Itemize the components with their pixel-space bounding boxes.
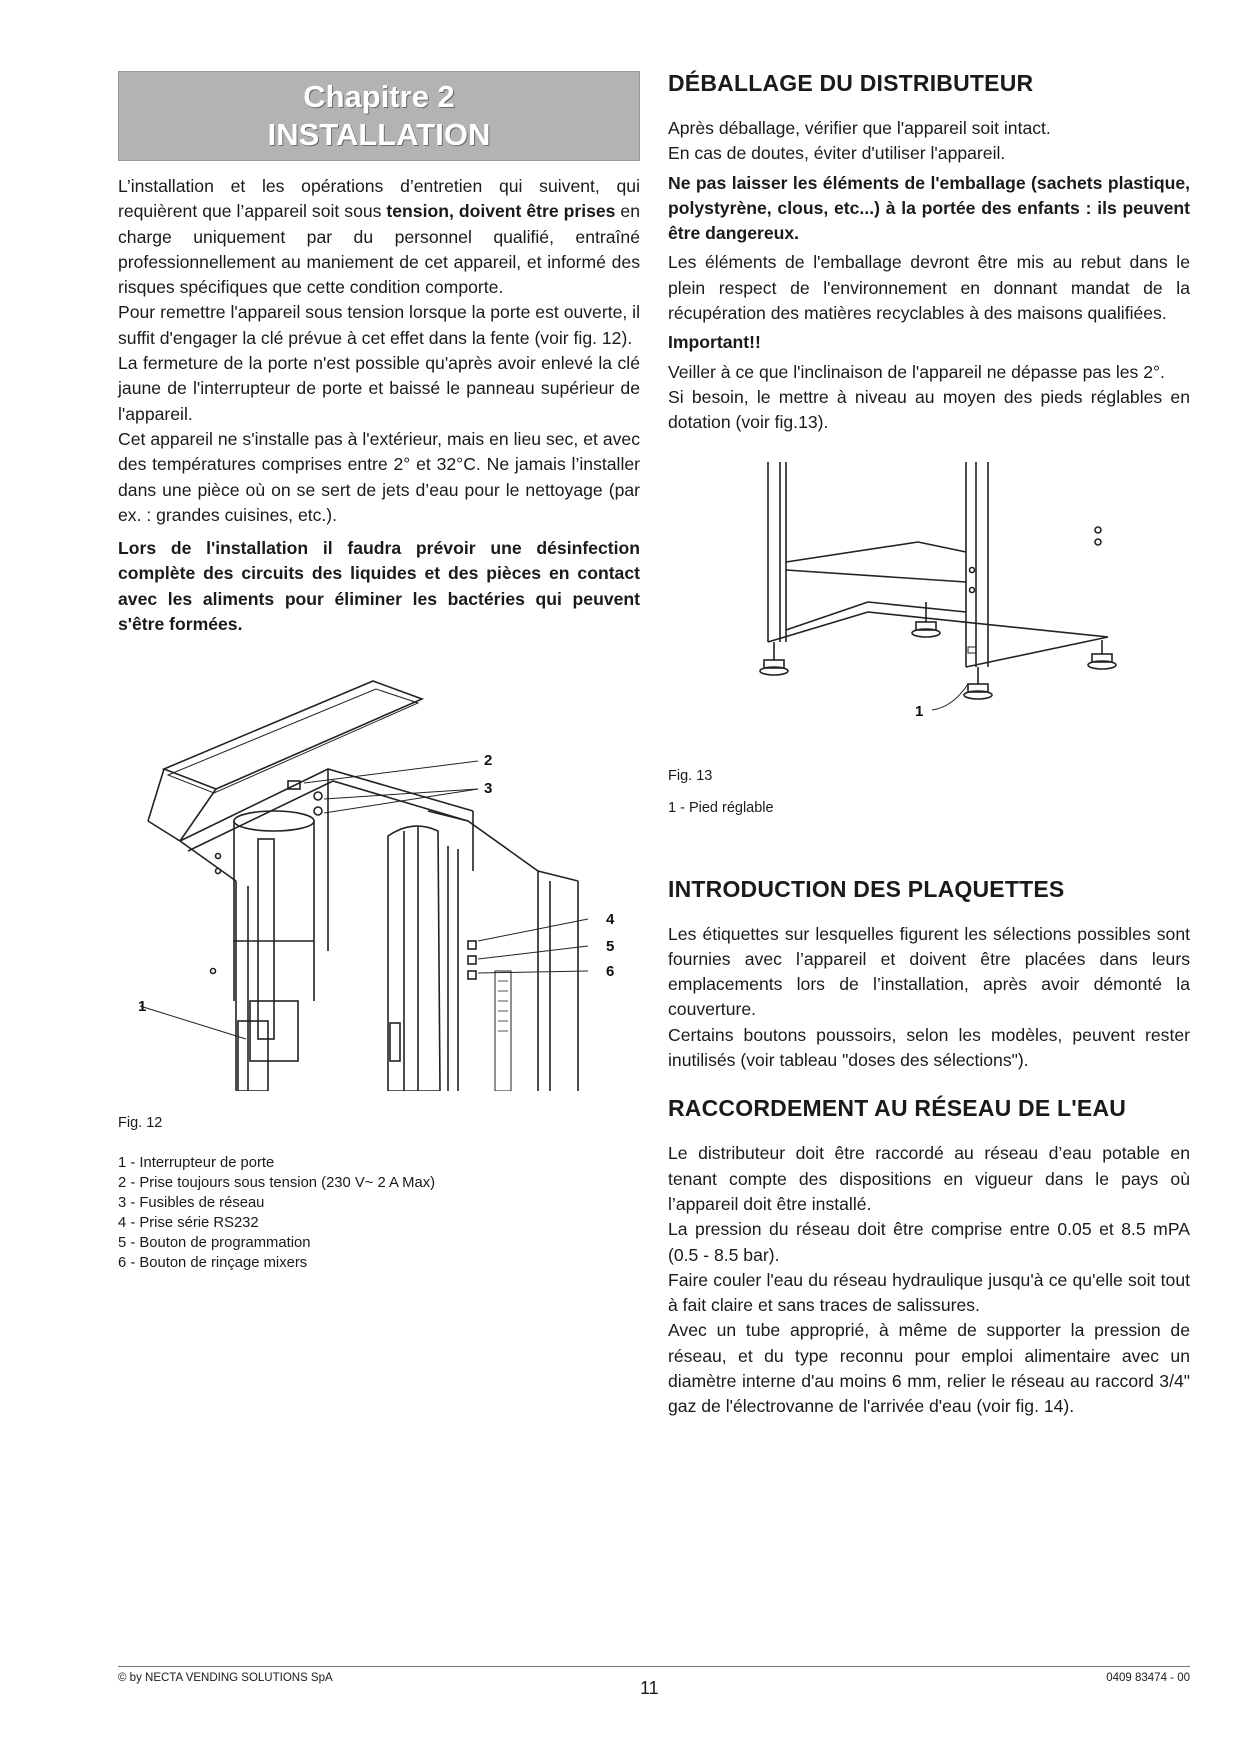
unpacking-p1: Après déballage, vérifier que l'appareil soit intact. [668, 118, 1051, 138]
adjustable-feet-illustration [668, 462, 1190, 762]
legend-item: 6 - Bouton de rinçage mixers [118, 1255, 308, 1272]
important-label: Important!! [668, 332, 761, 353]
callout-6: 6 [606, 963, 615, 981]
intro-paragraph: L’installation et les opérations d’entretien qui suivent, qui requièrent que l’appareil soit sous tension, doivent être prises en charge uniquement par du personnel qualifié, entraîné professionnellement au maniement de cet appareil, et informé des risques spécifiques que cette condition comporte. [118, 176, 640, 298]
callout-5: 5 [606, 938, 615, 956]
callout-1: 1 [138, 998, 147, 1016]
section-title-labels: INTRODUCTION DES PLAQUETTES [668, 875, 1065, 902]
section-title-unpacking: DÉBALLAGE DU DISTRIBUTEUR [668, 70, 1034, 96]
page-number: 11 [640, 1678, 659, 1698]
callout-4: 4 [606, 911, 615, 929]
chapter-title: INSTALLATION [267, 117, 491, 152]
unpacking-p7: Si besoin, le mettre à niveau au moyen des pieds réglables en dotation (voir fig.13). [668, 386, 1190, 433]
figure-13 [668, 462, 1190, 762]
labels-p2: Certains boutons poussoirs, selon les modèles, peuvent rester inutilisés (voir tableau "doses des sélections"). [668, 1024, 1190, 1071]
disinfection-paragraph: Lors de l'installation il faudra prévoir une désinfection complète des circuits des liquides et des pièces en contact avec les aliments pour éliminer les bactéries qui peuvent s'être formées. [118, 538, 640, 635]
machine-open-illustration [118, 671, 640, 1091]
left-column [118, 71, 640, 1273]
footer-copyright: © by NECTA VENDING SOLUTIONS SpA [118, 1672, 333, 1684]
legend-item: 4 - Prise série RS232 [118, 1215, 259, 1232]
figure-12 [118, 671, 640, 1091]
water-p1: Le distributeur doit être raccordé au réseau d’eau potable en tenant compte des dispositions en vigueur dans le pays où l’appareil doit être installé. [668, 1143, 1190, 1214]
unpacking-p4: Les éléments de l'emballage devront être mis au rebut dans le plein respect de l'environnement en donnant mandat de la récupération des matières recyclables à des maisons qualifiées. [668, 252, 1190, 324]
figure-13-caption: Fig. 13 [668, 767, 713, 784]
labels-p1: Les étiquettes sur lesquelles figurent les sélections possibles sont fournies avec l’appareil et doivent être placées dans leurs emplacements lors de l’installation, après avoir démonté la couverture. [668, 923, 1190, 1020]
environment-paragraph: Cet appareil ne s'installe pas à l'extérieur, mais en lieu sec, et avec des températures comprises entre 2° et 32°C. Ne jamais l’installer dans une pièce où on se sert de jets d’eau pour le nettoyage (par ex. : grandes cuisines, etc.). [118, 428, 640, 525]
legend-item: 3 - Fusibles de réseau [118, 1195, 265, 1212]
chapter-banner [118, 71, 640, 161]
legend-item: 5 - Bouton de programmation [118, 1235, 311, 1252]
footer-divider [118, 1666, 1190, 1667]
figure-13-legend: 1 - Pied réglable [668, 799, 774, 816]
legend-item: 2 - Prise toujours sous tension (230 V~ 2 A Max) [118, 1175, 436, 1192]
door-paragraph: La fermeture de la porte n'est possible qu'après avoir enlevé la clé jaune de l'interrupteur de porte et baissé le panneau supérieur de l'appareil. [118, 353, 640, 424]
chapter-number: Chapitre 2 [303, 79, 455, 114]
callout-2: 2 [484, 752, 493, 770]
unpacking-warning: Ne pas laisser les éléments de l'emballage (sachets plastique, polystyrène, clous, etc...) à la portée des enfants : ils peuvent être dangereux. [668, 172, 1190, 244]
callout-1: 1 [915, 702, 924, 720]
figure-12-legend [118, 1153, 640, 1273]
section-title-water: RACCORDEMENT AU RÉSEAU DE L'EAU [668, 1095, 1127, 1122]
right-column [668, 68, 1190, 1420]
water-p4: Avec un tube approprié, à même de supporter la pression de réseau, et du type reconnu pour emploi alimentaire avec un diamètre interne d'au moins 6 mm, relier le réseau au raccord 3/4" gaz de l'électrovanne de l'arrivée d'eau (voir fig. 14). [668, 1320, 1190, 1417]
unpacking-p6: Veiller à ce que l'inclinaison de l'appareil ne dépasse pas les 2°. [668, 361, 1165, 382]
document-code: 0409 83474 - 00 [1106, 1672, 1190, 1684]
water-p3: Faire couler l'eau du réseau hydraulique jusqu'à ce qu'elle soit tout à fait claire et sans traces de salissures. [668, 1269, 1190, 1316]
power-paragraph: Pour remettre l'appareil sous tension lorsque la porte est ouverte, il suffit d'engager la clé prévue à cet effet dans la fente (voir fig. 12). [118, 302, 640, 348]
unpacking-p2: En cas de doutes, éviter d'utiliser l'appareil. [668, 143, 1006, 164]
water-p2: La pression du réseau doit être comprise entre 0.05 et 8.5 mPA (0.5 - 8.5 bar). [668, 1219, 1190, 1265]
legend-item: 1 - Interrupteur de porte [118, 1155, 275, 1172]
callout-3: 3 [484, 780, 493, 798]
figure-12-caption: Fig. 12 [118, 1115, 163, 1132]
